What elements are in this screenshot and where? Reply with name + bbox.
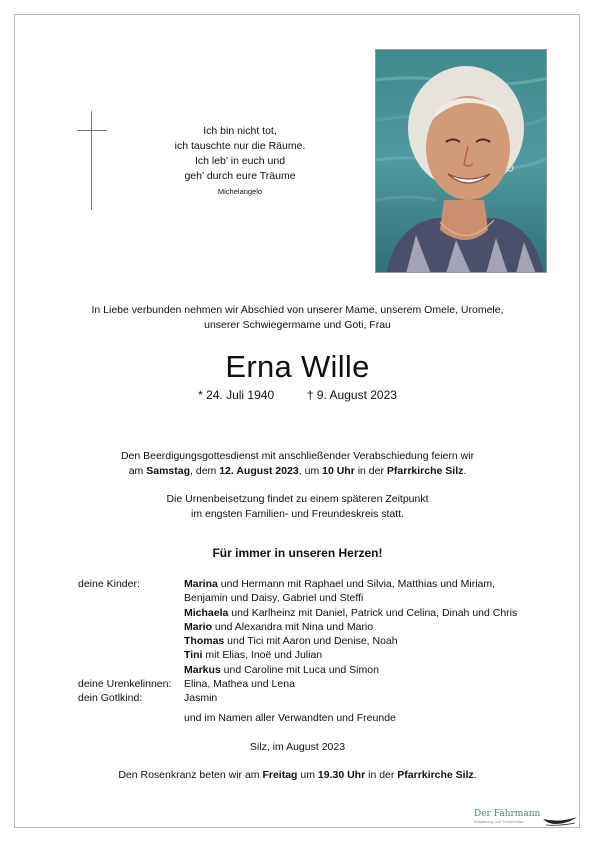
- funeral-line: am Samstag, dem 12. August 2023, um 10 Uhr in der Pfarrkirche Silz.: [128, 465, 467, 477]
- died-symbol: †: [306, 388, 314, 402]
- funeral-place: Pfarrkirche Silz: [386, 465, 464, 477]
- died-date: 9. August 2023: [316, 388, 397, 402]
- list-item: Benjamin und Daisy, Gabriel und Steffi: [184, 592, 364, 605]
- godchild-name: Jasmin: [184, 692, 218, 705]
- cross-icon: [91, 111, 92, 210]
- funeral-home-logo: [474, 810, 540, 824]
- portrait-image: [376, 50, 547, 273]
- intro-text: [0, 303, 595, 333]
- list-item: Tini mit Elias, Inoë und Julian: [184, 649, 323, 662]
- list-item: deine Kinder: Marina und Hermann mit Raphael und Silvia, Matthias und Miriam,: [78, 578, 496, 590]
- urn-line: Die Urnenbeisetzung findet zu einem späteren Zeitpunkt: [166, 493, 429, 505]
- intro-line: In Liebe verbunden nehmen wir Abschied von unserer Mame, unserem Omele, Uromele,: [91, 304, 504, 316]
- urn-line: im engsten Familien- und Freundeskreis statt.: [190, 508, 404, 520]
- logo-name: Der Fährmann: [474, 809, 541, 819]
- life-dates: [0, 387, 595, 403]
- list-item: Michaela und Karlheinz mit Daniel, Patrick und Celina, Dinah und Chris: [184, 606, 518, 619]
- list-item: Mario und Alexandra mit Nina und Mario: [184, 620, 374, 633]
- funeral-info: [0, 449, 595, 479]
- poem-line: Ich bin nicht tot,: [203, 125, 277, 137]
- poem-line: Ich leb’ in euch und: [194, 155, 286, 167]
- boat-icon: [542, 814, 578, 826]
- closing-line: und im Namen aller Verwandten und Freunde: [184, 712, 396, 724]
- rosary-time: 19.30 Uhr: [317, 769, 366, 781]
- list-item: Markus und Caroline mit Luca und Simon: [184, 663, 379, 676]
- funeral-time: 10 Uhr: [322, 465, 355, 477]
- great-grand-label: deine Urenkelinnen:: [78, 678, 172, 691]
- great-grand-names: Elina, Mathea und Lena: [184, 678, 295, 691]
- motto: Für immer in unseren Herzen!: [212, 546, 383, 560]
- list-item: [78, 677, 548, 691]
- funeral-date: 12. August 2023: [219, 465, 299, 477]
- rosary-info: Den Rosenkranz beten wir am Freitag um 19.30 Uhr in der Pfarrkirche Silz.: [118, 769, 477, 781]
- deceased-name: Erna Wille: [225, 349, 370, 384]
- logo-subtitle: Bestattung und Trauerkultur: [474, 819, 524, 824]
- list-item: [78, 691, 548, 705]
- mourners-list: [78, 577, 548, 706]
- godchild-label: dein Gotlkind:: [78, 692, 143, 705]
- poem-author: Michelangelo: [217, 187, 263, 196]
- poem-line: ich tauschte nur die Räume.: [174, 140, 306, 152]
- place-date: Silz, im August 2023: [249, 741, 346, 753]
- children-label: deine Kinder:: [78, 578, 140, 590]
- list-item: Thomas und Tici mit Aaron und Denise, Noah: [184, 635, 398, 648]
- portrait-photo: [375, 49, 547, 273]
- poem-line: geh’ durch eure Träume: [184, 170, 296, 182]
- rosary-day: Freitag: [262, 769, 298, 781]
- funeral-day: Samstag: [146, 465, 191, 477]
- born-date: 24. Juli 1940: [206, 388, 275, 402]
- intro-line: unserer Schwiegermame und Goti, Frau: [204, 319, 391, 331]
- born-symbol: *: [198, 388, 203, 402]
- cross-icon-bar: [77, 130, 107, 131]
- urn-info: [0, 492, 595, 522]
- rosary-place: Pfarrkirche Silz: [397, 769, 474, 781]
- poem: [150, 124, 330, 184]
- funeral-line: Den Beerdigungsgottesdienst mit anschließender Verabschiedung feiern wir: [120, 450, 475, 462]
